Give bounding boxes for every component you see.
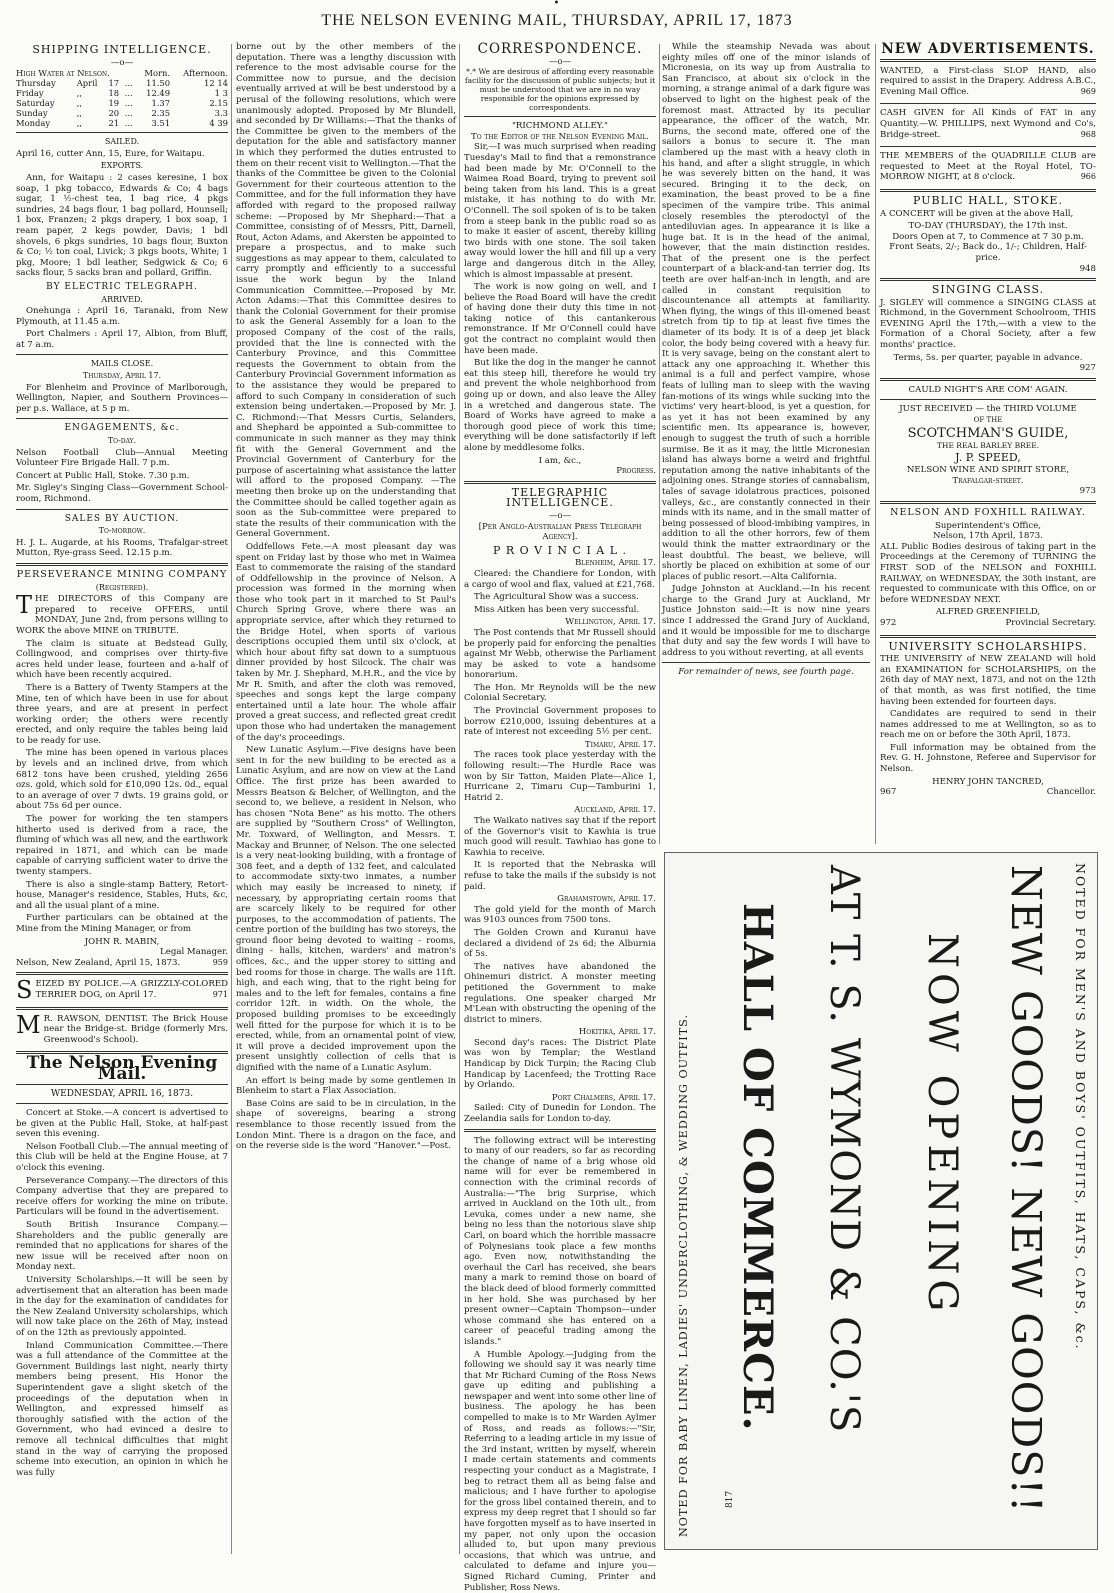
cauld-heading: CAULD NIGHT'S ARE COM' AGAIN. — [880, 385, 1096, 396]
news-concert: Concert at Stoke.—A concert is advertised to be given at the Public Hall, Stoke, at half-past seven this evening. — [16, 1108, 228, 1140]
column-rule — [459, 44, 460, 1554]
news-vampire: While the steamship Nevada was about eighty miles off one of the minor islands of Micronesia, on its way up from Australia to San Francisco, at about six o'clock in the morning, a strange animal of a dark figure was observed to light on the highest peak of the foremost mast. Attracted by its peculiar appearance, the officer of the watch, Mr. Burns, the second mate, offered one of the sailors a bonus to secure it. The man clambered up the mast with a heavy cloth in his hand, and after a slight struggle, in which he was severely bitten on the hand, it was secured. Bringing it to the deck, on examination, the beast proved to be a fine specimen of the vampire tribe. This animal closely resembles the pterodoctyl of the antediluvian ages. In appearance it is like a huge bat. It is in the head of the animal, however, that the main distinction resides. That of the present one is the perfect counterpart of a black-and-tan terrier dog. Its teeth are over half-an-inch in length, and are called in constant requisition to discountenance all attempts at familiarity. When flying, the wings of this ill-omened beast stretch from tip to tip at least five times the diameter of its body. It is of a deep jet black color, the body being covered with a heavy fur. It is very savage, being on the constant alert to attack any one approaching it. Whether this animal is a full and perfect vampire, whose feats of lulling man to sleep with the waving fan-motions of its wings while sucking into the victims' very heart-blood, is yet a question, for as yet it has not been examined by any scientific men. Its appearance is, however, enough to suggest the truth of such a horrible surmise. Be it as it may, the little Micronesian island has always borne a weird and frightful reputation among the native inhabitants of the adjoining ones. Strange stories of cannabalism, tales of savage idolatrous practices, poisoned valleys, &c., are constantly connected in their minds with its name, and in the small matter of being possessed of blood-imbibing vampires, in addition to all the other horrors, few of them would think the matter extraordinary or the least doubtful. The beast, we believe, will shortly be placed on exhibition at some of our places of public resort.—Alta California. — [662, 42, 870, 582]
dateline-grahamstown: Grahamstown, April 17. — [464, 894, 656, 905]
paper-date: WEDNESDAY, APRIL 16, 1873. — [16, 1089, 228, 1100]
pmc-dateline — [16, 958, 228, 969]
dateline-blenheim: Blenheim, April 17. — [464, 558, 656, 569]
dateline-hokitika: Hokitika, April 17. — [464, 1027, 656, 1038]
divider-rule — [880, 278, 1096, 281]
new-ads-heading: NEW ADVERTISEMENTS. — [880, 44, 1096, 55]
ad-slop-hand — [880, 66, 1096, 98]
pmc-signature: JOHN R. MABIN, — [16, 937, 228, 948]
railway-text: ALL Public Bodies desirous of taking part in the Proceedings at the Ceremony of TURNING the FIRST SOD of the NELSON and FOXHILL RAILWAY, on WEDNESDAY, the 30th instant, are requested to communicate with this Office, on or before WEDNESDAY NEXT. — [880, 542, 1096, 606]
divider-rule — [16, 132, 228, 133]
news-insurance: South British Insurance Company.—Shareholders and the public generally are reminded that no applications for shares of the new issue will be received after noon on Monday next. — [16, 1220, 228, 1273]
railway-role: Provincial Secretary. — [1006, 618, 1096, 629]
pmc-paragraph-3: There is a Battery of Twenty Stampers at the Mine, ten of which have been in use for about three years, and are at present in perfect working order; the others were recently erected, and only require the tables being laid to be ready for use. — [16, 683, 228, 747]
tide-dots: ... — [125, 118, 137, 128]
divider-rule — [880, 399, 1096, 400]
tide-dots: ... — [125, 78, 137, 88]
ad-number: 948 — [880, 264, 1096, 275]
ad-line-mens-outfits: NOTED FOR MEN'S AND BOYS' OUTFITS, HATS, CAPS, &c. — [1073, 863, 1088, 1351]
divider-rule — [880, 378, 1096, 381]
pmc-paragraph-7: Further particulars can be obtained at the Mine from the Mining Manager, or from — [16, 913, 228, 934]
speed-street: Trafalgar-street. — [880, 476, 1096, 487]
university-signature: HENRY JOHN TANCRED, — [880, 777, 1096, 788]
pmc-number: 959 — [213, 958, 228, 969]
tel-grahamstown-1: The gold yield for the month of March was 9103 ounces from 7500 tons. — [464, 905, 656, 926]
divider-rule — [16, 1007, 228, 1010]
tide-day: Saturday — [16, 98, 77, 108]
pmc-role: Legal Manager. — [16, 947, 228, 958]
engagements-heading: ENGAGEMENTS, &c. — [16, 423, 228, 434]
hall-line-3: Doors Open at 7, to Commence at 7 30 p.m. — [880, 232, 1096, 243]
seized-text: EIZED BY POLICE.—A GRIZZLY-COLORED TERRIER DOG, on April 17. — [35, 979, 228, 1000]
paper-title: The Nelson Evening Mail. — [16, 1058, 228, 1079]
speed-name: J. P. SPEED, — [880, 451, 1096, 465]
pmc-paragraph-2: The claim is situate at Bedstead Gully, Collingwood, and comprises over thirty-five acres held under lease, fourteen and a-half of which have been recently acquired. — [16, 639, 228, 681]
masthead — [0, 0, 1114, 40]
mails-text: For Blenheim and Province of Marlborough, Wellington, Napier, and Southern Provinces—per p.s. Wallace, at 5 p m. — [16, 383, 228, 415]
dentist-text: R. RAWSON, DENTIST. The Brick House near the Bridge-st. Bridge (formerly Mrs. Greenwood's School). — [44, 1014, 228, 1045]
university-signoff — [880, 787, 1096, 798]
telegraphic-source: [Per Anglo-Australian Press Telegraph Agency]. — [464, 522, 656, 543]
wymond-advertisement — [664, 852, 1098, 1550]
seized-dropcap: S — [16, 980, 32, 1001]
pmc-paragraph-6: There is also a single-stamp Battery, Retort-house, Manager's residence, Stables, Huts, &c, and all the usual plant of a mine. — [16, 880, 228, 912]
column-5 — [880, 42, 1096, 842]
of-the: OF THE — [880, 415, 1096, 426]
correspondence-heading: CORRESPONDENCE. — [464, 44, 656, 55]
hall-line-2: TO-DAY (THURSDAY), the 17th inst. — [880, 221, 1096, 232]
shipping-heading: SHIPPING INTELLIGENCE. — [16, 45, 228, 56]
just-received: JUST RECEIVED — the THIRD VOLUME — [880, 404, 1096, 415]
ad-slop-hand-text: WANTED, a First-class SLOP HAND, also required to assist in the Drapery. Address A.B.C., Evening Mail Office. — [880, 66, 1096, 97]
sailed-heading: SAILED. — [16, 137, 228, 148]
exports-heading: EXPORTS. — [16, 161, 228, 172]
pmc-text-1: HE DIRECTORS of this Company are prepared to receive OFFERS, until MONDAY, June 2nd, from persons willing to WORK the above MINE on TRIBUTE. — [16, 594, 228, 636]
column-2 — [236, 42, 456, 1552]
tide-day: Thursday — [16, 78, 77, 88]
seized-number: 971 — [213, 990, 228, 1001]
news-brig-extract: The following extract will be interesting to many of our readers, so far as recording the change of name of a brig whose old name will for ever be remembered in connection with the criminal records of Australia:—"The brig Surprise, which arrived in Auckland on the 10th ult., from Levuka, comes under a new name, she being no less than the notorious slave ship Carl, on board which the horrible massacre of Polynesians took place a few months ago. Even now, notwithstanding the overhaul the Carl has received, she bears many a mark to remind those on board of the black deed of blood formerly committed in her hold. She was purchased by her present owner—Captain Thompson—under whose command she has entered on a career of peaceful trading among the islands." — [464, 1136, 656, 1348]
university-text-2: Candidates are required to send in their names addressed to me at Wellington, so as to reach me on or before the 30th April, 1873. — [880, 709, 1096, 741]
auction-text: H. J. L. Augarde, at his Rooms, Trafalgar-street Mutton, Rye-grass Seed. 12.15 p.m. — [16, 538, 228, 559]
column-rule — [659, 44, 660, 844]
divider-rule — [880, 103, 1096, 104]
railway-heading: NELSON AND FOXHILL RAILWAY. — [880, 508, 1096, 519]
divider: —o— — [464, 511, 656, 522]
news-football: Nelson Football Club.—The annual meeting of this Club will be held at the Engine House, at 7 o'clock this evening. — [16, 1142, 228, 1174]
tide-dots: ... — [125, 108, 137, 118]
tide-morn: 12.49 — [137, 88, 170, 98]
divider-rule — [880, 189, 1096, 192]
letter-sign: I am, &c., — [464, 456, 656, 467]
arrived-1: Onehunga : April 16, Taranaki, from New Plymouth, at 11.45 a.m. — [16, 306, 228, 327]
tide-dots: ... — [125, 88, 137, 98]
divider-rule — [880, 635, 1096, 638]
exports-text: Ann, for Waitapu : 2 cases keresine, 1 box soap, 1 pkg tobacco, Edwards & Co; 4 bags sugar, 1 ½-chest tea, 1 bag rice, 4 pkgs sundries, 24 bags flour, 1 bag pollard, Hounsell; 1 box, Franzen; 2 pkgs drapery, 1 box soap, 1 ream paper, 2 kegs powder, Davis; 1 bdl shovels, 6 pkgs sundries, 10 bags flour, Buxton & Co; ½ ton coal, Livick; 3 pkgs boots, White; 1 pkg, Moore; 1 bdl leather, Sedgwick & Co; 6 sacks flour, 5 sacks bran and pollard, Griffin. — [16, 173, 228, 279]
tel-grahamstown-3: The natives have abandoned the Ohinemuri district. A monster meeting petitioned the Government to make regulations. One speaker charged Mr M'Lean with obstructing the opening of the district to miners. — [464, 962, 656, 1026]
ad-number: 967 — [880, 787, 896, 797]
tel-port-chalmers: Sailed: City of Dunedin for London. The Zeelandia sails for London to-day. — [464, 1103, 656, 1124]
tide-month: ,, — [77, 88, 109, 98]
news-scholarships: University Scholarships.—It will be seen by advertisement that an alteration has been made in the day for the examination of candidates for the New Zealand University scholarships, which will now take place on the 26th of May, instead of on the 12th as previously appointed. — [16, 1275, 228, 1339]
engagements-date: To-day. — [16, 436, 228, 447]
divider-rule — [464, 116, 656, 117]
tide-dots: ... — [125, 98, 137, 108]
railway-office: Superintendent's Office, — [880, 521, 1096, 532]
news-perseverance: Perseverance Company.—The directors of this Company advertise that they are prepared to receive offers for working the mine on tribute. Particulars will be found in the advertisement. — [16, 1176, 228, 1218]
divider-rule — [880, 59, 1096, 62]
tide-header-morn: Morn. — [137, 68, 170, 78]
letter-heading: "RICHMOND ALLEY." — [464, 121, 656, 132]
dentist-dropcap: M — [16, 1015, 41, 1036]
remainder-note: For remainder of news, see fourth page. — [662, 667, 870, 678]
news-oddfellows: Oddfellows Fete.—A most pleasant day was spent on Friday last by those who met in Waimea East to commemorate the raising of the standard of Oddfellowship in the province of Nelson. A procession was formed in the morning when those who took part in it marched to St Paul's Church Spring Grove, where there was an appropriate service, after which they returned to the Bridge Hotel, when sports of various descriptions occupied them until six o'clock, at which hour about fifty sat down to a sumptuous dinner provided by host Silcock. The chair was taken by Mr. J. Shephard, M.H.R., and the vice by Mr R. Smith, and after the cloth was removed, speeches and songs kept the large company entertained until a late hour. The whole affair proved a great success, and reflected great credit upon those who had undertaken the management of the day's proceedings. — [236, 542, 456, 743]
tel-grahamstown-2: The Golden Crown and Kuranui have declared a dividend of 2s 6d; the Alburnia of 5s. — [464, 928, 656, 960]
university-heading: UNIVERSITY SCHOLARSHIPS. — [880, 642, 1096, 653]
masthead-title: THE NELSON EVENING MAIL, THURSDAY, APRIL 17, 1873 — [0, 12, 1114, 30]
tide-aft: 1 3 — [170, 88, 228, 98]
divider-rule — [16, 354, 228, 355]
mails-date: Thursday, April 17. — [16, 371, 228, 382]
ad-number: 972 — [880, 618, 896, 628]
tel-wellington-2: The Hon. Mr Reynolds will be the new Colonial Secretary. — [464, 683, 656, 704]
ad-line-wymond: AT T. S. WYMOND & CO.'S — [821, 865, 867, 1433]
column-4 — [662, 42, 870, 842]
tel-blenheim-3: Miss Aitken has been very successful. — [464, 605, 656, 616]
engagement-3: Mr. Sigley's Singing Class—Government School-room, Richmond. — [16, 483, 228, 504]
divider-rule — [880, 501, 1096, 504]
auction-heading: SALES BY AUCTION. — [16, 514, 228, 525]
ad-number: 817 — [725, 1491, 735, 1508]
tide-date: 20 — [108, 108, 124, 118]
engagement-1: Nelson Football Club—Annual Meeting Volunteer Fire Brigade Hall. 7 p.m. — [16, 448, 228, 469]
pmc-subheading: (Registered). — [16, 583, 228, 594]
divider-rule — [16, 563, 228, 566]
pmc-paragraph-5: The power for working the ten stampers hitherto used is derived from a race, the fluming of which was all new, and the earthwork repaired in 1871, and which can be made capable of carrying sufficient water to drive the twenty stampers. — [16, 814, 228, 878]
tel-hokitika: Second day's races: The District Plate was won by Templar; the Westland Handicap by Dick Turpin; the Racing Club Handicap by Lacenfeed; the Trotting Race by Orlando. — [464, 1038, 656, 1091]
divider: —o— — [464, 57, 656, 68]
dateline-timaru: Timaru, April 17. — [464, 740, 656, 751]
ad-quadrille-text: THE MEMBERS of the QUADRILLE CLUB are requested to Meet at the Royal Hotel, TO-MORROW NIGHT, at 8 o'clock. — [880, 151, 1096, 182]
tide-aft: 2.15 — [170, 98, 228, 108]
railway-date: Nelson, 17th April, 1873. — [880, 531, 1096, 542]
letter-author: Progress. — [464, 466, 656, 477]
tide-morn: 11.50 — [137, 78, 170, 88]
divider-rule — [16, 1103, 228, 1104]
news-humble-apology: A Humble Apology.—Judging from the following we should say it was nearly time that Mr Richard Cuming of the Ross News gave up editing and publishing a newspaper and went into some other line of business. The apology he has been compelled to make is to Mr Warden Aylmer of Ross, and reads as follows:—"Sir, Referring to a leading article in my issue of the 3rd instant, written by myself, wherein I made certain statements and comments respecting your conduct as a Magistrate, I beg to retract them all as being false and malicious; and I have further to apologise for the gross libel contained therein, and to express my deep regret that I should so far have forgotten myself as to have inserted in my paper, not only upon the occasion alluded to, but upon many previous occasions, that which was untrue, and calculated to defame and injure you—Signed Richard Cuming, Printer and Publisher, Ross News. — [464, 1350, 656, 1593]
tel-wellington-1: The Post contends that Mr Russell should be properly paid for enforcing the penalties against Mr Webb, otherwise the Parliament may be asked to vote a handsome honorarium. — [464, 628, 656, 681]
tide-header-row — [16, 68, 228, 78]
divider-rule — [464, 1129, 656, 1132]
ad-line-new-goods: NEW GOODS! NEW GOODS!! — [1002, 865, 1050, 1513]
auction-date: To-morrow. — [16, 526, 228, 537]
singing-heading: SINGING CLASS. — [880, 285, 1096, 296]
pmc-paragraph-4: The mine has been opened in various places by levels and an inclined drive, from which 6812 tons have been crushed, yielding 2656 ozs. gold, which sold for £10,090 12s. 0d., equal to an average of over 7 dwts. 19 grains gold, or about 75s 6d per ounce. — [16, 748, 228, 812]
tide-month: ,, — [77, 108, 109, 118]
ad-quadrille — [880, 151, 1096, 183]
correspondence-note: *.* We are desirous of affording every reasonable facility for the discussion of public subjects; but it must be understood that we are in no way responsible for the opinions expressed by correspondents. — [464, 67, 656, 112]
tide-month: ,, — [77, 98, 109, 108]
railway-signature: ALFRED GREENFIELD, — [880, 607, 1096, 618]
tel-auckland-2: It is reported that the Nebraska will refuse to take the mails if the subsidy is not paid. — [464, 860, 656, 892]
tide-month: ,, — [77, 118, 109, 128]
mails-heading: MAILS CLOSE. — [16, 359, 228, 370]
pmc-date: Nelson, New Zealand, April 15, 1873. — [16, 958, 180, 968]
arrived-2: Port Chalmers : April 17, Albion, from Bluff, at 7 a.m. — [16, 329, 228, 350]
column-1 — [16, 42, 228, 1552]
telegraph-heading: BY ELECTRIC TELEGRAPH. — [16, 282, 228, 293]
tide-aft: 12 14 — [170, 78, 228, 88]
tide-row — [16, 78, 228, 88]
pmc-heading: PERSEVERANCE MINING COMPANY — [16, 570, 228, 581]
arrived-heading: ARRIVED. — [16, 295, 228, 306]
news-base-coins: Base Coins are said to be in circulation, in the shape of sovereigns, bearing a strong resemblance to those recently issued from the London Mint. There is a dragon on the face, and on the reverse side is the word "Hanover."—Post. — [236, 1099, 456, 1152]
ad-number: 966 — [1081, 172, 1096, 183]
ad-line-now-opening: NOW OPENING — [919, 933, 965, 1316]
tide-day: Friday — [16, 88, 77, 98]
tel-auckland-1: The Waikato natives say that if the report of the Governor's visit to Kawhia is true much good will result. Tawhiao has gone to Kawhia to receive. — [464, 816, 656, 858]
tide-day: Sunday — [16, 108, 77, 118]
tide-date: 19 — [108, 98, 124, 108]
letter-paragraph-1: Sir,—I was much surprised when reading Tuesday's Mail to find that a remonstrance had been made by Mr. O'Connell to the Waimea Road Board, trying to prevent soil being taken from his land. This is a great mistake, it has nothing to do with Mr. O'Connell. The soil spoken of is to be taken from a steep bank in the public road so as to make it easier of ascent, thereby killing two birds with one stone. The soil taken away would lower the hill and fill up a very large and dangerous ditch in the Alley, which is almost impassable at present. — [464, 142, 656, 280]
tide-header-label: High Water at Nelson. — [16, 68, 137, 78]
tide-date: 17 — [108, 78, 124, 88]
column-3 — [464, 42, 656, 1552]
tel-wellington-3: The Provincial Government proposes to borrow £210,000, issuing debentures at a rate of interest not exceeding 5½ per cent. — [464, 706, 656, 738]
divider-rule — [880, 146, 1096, 147]
university-role: Chancellor. — [1047, 787, 1096, 798]
tide-morn: 2.35 — [137, 108, 170, 118]
letter-to: To the Editor of the Nelson Evening Mail. — [464, 132, 656, 143]
pmc-dropcap: T — [16, 595, 32, 616]
news-judge-johnston: Judge Johnston at Auckland.—In his recent charge to the Grand Jury at Auckland, Mr Justice Johnston said:—It is now nine years since I addressed the Grand Jury of Auckland, and it would be impossible for me to discharge that duty and say the few words I will have to address to you without reverting, at all events — [662, 584, 870, 658]
masthead-mark: • — [0, 0, 1114, 8]
dateline-port-chalmers: Port Chalmers, April 17. — [464, 1093, 656, 1104]
telegraphic-heading: TELEGRAPHIC INTELLIGENCE. — [464, 488, 656, 509]
pmc-paragraph-1 — [16, 594, 228, 636]
tide-day: Monday — [16, 118, 77, 128]
ad-number: 969 — [1081, 87, 1096, 98]
tide-row — [16, 108, 228, 118]
speed-store: NELSON WINE AND SPIRIT STORE, — [880, 465, 1096, 476]
divider-rule — [662, 662, 870, 663]
letter-paragraph-2: The work is now going on well, and I believe the Road Board will have the credit of having done their duty this time in not taking notice of this cantankerous remonstrance. If Mr O'Connell could have got the contract no complaint would then have been made. — [464, 282, 656, 356]
ad-number: 927 — [880, 363, 1096, 374]
engagement-2: Concert at Public Hall, Stoke. 7.30 p.m. — [16, 471, 228, 482]
ad-fat-text: CASH GIVEN for All Kinds of FAT in any Quantity.—W. PHILLIPS, next Wymond and Co's, Bridge-street. — [880, 108, 1096, 139]
tide-aft: 3.3 — [170, 108, 228, 118]
tide-month: April — [77, 78, 109, 88]
tide-table — [16, 68, 228, 128]
ad-line-hall-of-commerce: HALL OF COMMERCE. — [734, 903, 781, 1431]
ad-number: 968 — [1081, 130, 1096, 141]
ad-fat — [880, 108, 1096, 140]
dateline-auckland: Auckland, April 17. — [464, 805, 656, 816]
railway-signoff — [880, 618, 1096, 629]
divider-rule — [464, 481, 656, 484]
public-hall-heading: PUBLIC HALL, STOKE. — [880, 196, 1096, 207]
singing-terms: Terms, 5s. per quarter, payable in advance. — [880, 353, 1096, 364]
tide-date: 18 — [108, 88, 124, 98]
tide-morn: 1.37 — [137, 98, 170, 108]
tide-date: 21 — [108, 118, 124, 128]
hall-line-1: A CONCERT will be given at the above Hall, — [880, 209, 1096, 220]
column-rule — [231, 44, 232, 1554]
tide-row — [16, 118, 228, 128]
tide-row — [16, 98, 228, 108]
guide-title: SCOTCHMAN'S GUIDE, — [880, 426, 1096, 441]
divider-rule — [16, 418, 228, 419]
ad-number: 973 — [880, 486, 1096, 497]
tide-row — [16, 88, 228, 98]
letter-paragraph-3: But like the dog in the manger he cannot eat this steep hill, therefore he would try and prevent the whole neighborhood from going up or down, and also leave the Alley in a wretched and dangerous state. The Board of Works have agreed to make a thorough good piece of work this time; everything will be done satisfactorily if left alone by meddlesome folks. — [464, 358, 656, 453]
tel-blenheim-2: The Agricultural Show was a success. — [464, 592, 656, 603]
seized-ad — [16, 979, 228, 1000]
singing-text: J. SIGLEY will commence a SINGING CLASS at Richmond, in the Government Schoolroom, THIS EVENING April the 17th,—with a view to the Formation of a Choral Society, after a few months' practice. — [880, 298, 1096, 351]
column-rule — [875, 44, 876, 844]
news-inland-committee: Inland Communication Committee.—There was a full attendance of the Committee at the Government Buildings last night, nearly thirty members being present. His Honor the Superintendent gave a slight sketch of the proceedings of the deputation when in Wellington, and expressed himself as thoroughly satisfied with the action of the Government, who had evinced a desire to remove all technical difficulties that might stand in the way of carrying the proposed scheme into execution, an opinion in which he was fully — [16, 1341, 228, 1479]
guide-subtitle: THE REAL BARLEY BREE. — [880, 441, 1096, 452]
news-flax: An effort is being made by some gentlemen in Blenheim to start a Flax Association. — [236, 1076, 456, 1097]
divider: —o— — [16, 58, 228, 69]
news-asylum: New Lunatic Asylum.—Five designs have been sent in for the new building to be erected as a Lunatic Asylum, and are now on view at the Land Office. The first prize has been awarded to Messrs Beatson & Belcher, of Wellington, and the second to, we believe, a resident in Nelson, who has chosen "Nota Bene" as his motto. The others are supplied by "Southern Cross" of Wellington, Mr. Toxward, of Wellington, and Messrs. T. Mackay and Brunner, of Nelson. The one selected is a very neat-looking building, with a frontage of 308 feet, and a depth of 132 feet, and calculated to accommodate sixty-two inmates, a number which may easily be increased to ninety, if necessary, by appropriating certain rooms that are scarcely likely to be required for other purposes, to the accommodation of patients. The centre portion of the building has two storeys, the ground floor being devoted to waiting - rooms, dining - halls, kitchen, warders' and matron's offices, &c., and the upper storey to sitting and bed rooms for those in charge. The walls are 11ft. high, and each wing, that to the right being for males and to the left for females, contains a fine corridor 12ft. in width. On the whole, the proposed building promises to be exceedingly well fitted for the purpose for which it is to be erected, while, from an ornamental point of view, it will prove a decided improvement upon the present unsightly collection of cells that is dignified with the name of a Lunatic Asylum. — [236, 745, 456, 1073]
committee-continued: borne out by the other members of the deputation. There was a lengthy discussion with reference to the most advisable course for the Committee now to pursue, and the decision eventually arrived at will be best understood by a perusal of the following resolutions, which were unanimously adopted. Proposed by Mr Blundell, and seconded by Dr Williams:—That the thanks of the Committee be given to the members of the deputation for the able and satisfactory manner in which they performed the duties entrusted to them on their recent visit to Wellington.—That the thanks of the Committee be given to the Colonial Government for their courteous attention to the Committee, and for the full information they have afforded with regard to the proposed railway scheme: —Proposed by Mr Shephard:—That a Committee, consisting of of Messrs, Pitt, Darnell, Rout, Acton Adams, and Akersten be appointed to prepare a prospectus, and to make such suggestions as may appear to them, calculated to carry promptly and efficiently to a successful issue the work begun by the Inland Communication Committee.—Proposed by Mr. Acton Adams:—That this Committee desires to thank the Colonial Government for their promise to ask the General Assembly for a loan to the proposed Company of the cost of the rails, provided that the line is connected with the Canterbury Province, and this Committee requests the Government to obtain from the Canterbury Provincial Government information as to the assistance they would be prepared to afford to such Company in consideration of such extension being undertaken.—Proposed by Mr. J. C. Richmond:—That Messrs Curtis, Selanders, and Shephard be appointed a Sub-committee to communicate in such manner as they may think fit with the General Government and the Provincial Government of Canterbury for the purpose of ascertaining what assistance the latter will afford to the proposed Company. —The meeting then broke up on the understanding that the Committee should be called together again as soon as the Sub-committee were prepared to state the results of their communication with the General Government. — [236, 42, 456, 540]
dentist-ad — [16, 1014, 228, 1046]
dateline-wellington: Wellington, April 17. — [464, 617, 656, 628]
university-text-3: Full information may be obtained from the Rev. G. H. Johnstone, Referee and Supervisor for Nelson. — [880, 743, 1096, 775]
ad-line-baby-linen: NOTED FOR BABY LINEN, LADIES' UNDERCLOTHING, & WEDDING OUTFITS. — [677, 1014, 690, 1537]
divider-rule — [16, 972, 228, 975]
tel-blenheim-1: Cleared: the Chandiere for London, with a cargo of wool and flax, valued at £21,768. — [464, 569, 656, 590]
tide-aft: 4 39 — [170, 118, 228, 128]
tide-morn: 3.51 — [137, 118, 170, 128]
university-text-1: THE UNIVERSITY of NEW ZEALAND will hold an EXAMINATION for SCHOLARSHIPS, on the 26th day of MAY next, 1873, and not on the 12th of that month, as was first notified, the time having been extended for fourteen days. — [880, 654, 1096, 707]
hall-line-4: Front Seats, 2/-; Back do., 1/-; Children, Half-price. — [880, 242, 1096, 263]
provincial-heading: P R O V I N C I A L . — [464, 546, 656, 557]
divider-rule — [16, 509, 228, 510]
tide-header-afternoon: Afternoon. — [170, 68, 228, 78]
sailed-text: April 16, cutter Ann, 15, Eure, for Waitapu. — [16, 149, 228, 160]
tel-timaru: The races took place yesterday with the following result:—The Hurdle Race was won by Sir Tatton, Maiden Plate—Alice 1, Hurricane 2, Timaru Cup—Tamburini 1, Hatrid 2. — [464, 750, 656, 803]
